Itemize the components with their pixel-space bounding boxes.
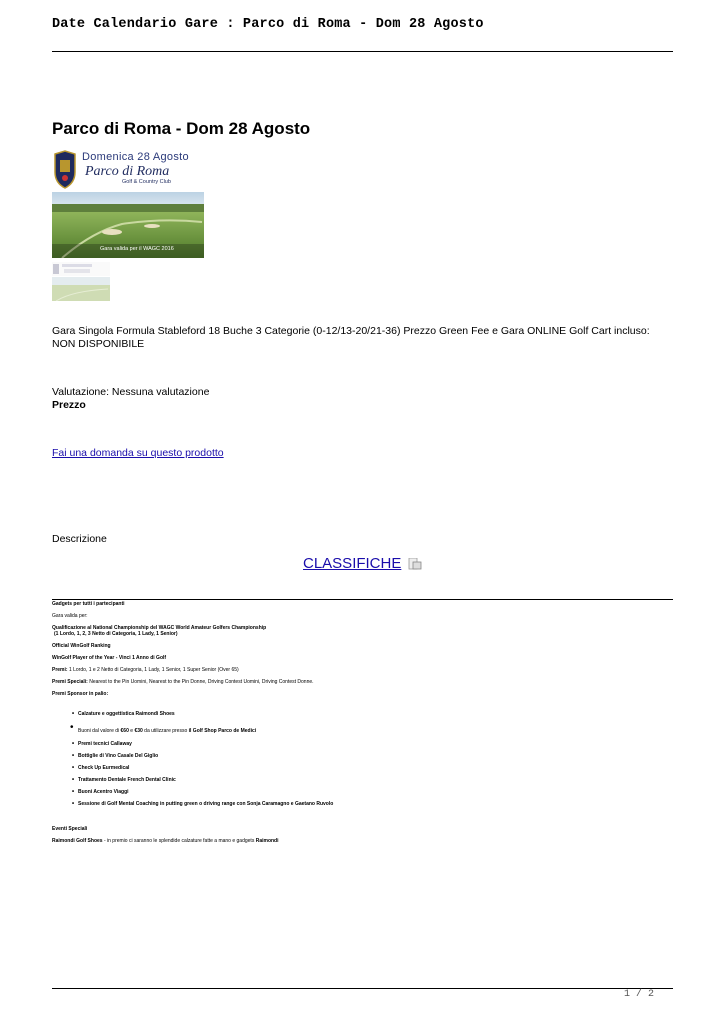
buoni-value-2: €30 [134, 728, 143, 734]
event-banner-image [52, 150, 204, 190]
premi-speciali-label: Premi Speciali: [52, 679, 88, 685]
premi-label: Premi: [52, 667, 68, 673]
buoni-mid: da utilizzare presso [144, 728, 188, 734]
pdf-document-icon [408, 558, 422, 570]
club-crest-icon [52, 150, 78, 190]
banner-club-name: Parco di Roma [85, 164, 170, 179]
page-title: Parco di Roma - Dom 28 Agosto [52, 119, 311, 138]
price-label: Prezzo [52, 399, 86, 411]
premi-speciali-line [52, 679, 314, 685]
classifiche-link-container[interactable] [303, 555, 422, 572]
list-item: • Premi tecnici Callaway [78, 741, 132, 747]
qualification-line-2: (1 Lordo, 1, 2, 3 Netto di Categoria, 1 Lady, 1 Senior) [54, 631, 178, 637]
list-item: • Bottiglie di Vino Casale Del Giglio [78, 753, 158, 759]
list-item: • Buoni Acentro Viaggi [78, 789, 129, 795]
list-item: • Check Up Eurmedical [78, 765, 129, 771]
gadgets-text: Gadgets per tutti i partecipanti [52, 601, 125, 607]
list-item [78, 728, 256, 734]
page-number: 1 / 2 [624, 989, 655, 1000]
photo-caption: Gara valida per il WAGC 2016 [100, 246, 174, 252]
raimondi-line [52, 838, 279, 844]
product-summary: Gara Singola Formula Stableford 18 Buche 3 Categorie (0-12/13-20/21-36) Prezzo Green Fee e Gara ONLINE Golf Cart incluso: NON DISPONIBILE [52, 325, 650, 350]
list-item: • Trattamento Dentale French Dental Clinic [78, 777, 176, 783]
raimondi-label: Raimondi Golf Shoes [52, 838, 103, 844]
banner-date-text: Domenica 28 Agosto [82, 151, 189, 163]
premi-speciali-text: Nearest to the Pin Uomini, Nearest to the Pin Donne, Driving Contest Uomini, Driving Contest Donne. [89, 679, 314, 685]
buoni-pre: Buoni dal valore di [78, 728, 120, 734]
description-label: Descrizione [52, 533, 107, 545]
description-divider [52, 599, 673, 600]
player-of-year-text: WinGolf Player of the Year - Vinci 1 Anno di Golf [52, 655, 167, 661]
footer-divider [52, 988, 673, 989]
banner-club-subtitle: Golf & Country Club [122, 179, 171, 185]
list-item: • Calzature e oggettistica Raimondi Shoes [78, 711, 175, 717]
premi-text: 1 Lordo, 1 e 2 Netto di Categoria, 1 Lady, 1 Senior, 1 Super Senior (Over 65) [68, 667, 239, 673]
raimondi-end: Raimondi [255, 838, 279, 844]
buoni-value-1: €60 [120, 728, 129, 734]
premi-line [52, 667, 239, 673]
header-divider [52, 51, 673, 52]
list-item: • Sessione di Golf Mental Coaching in putting green o driving range con Sonja Caramagno e Gaetano Ruvolo [78, 801, 333, 807]
buoni-and: e [130, 728, 134, 734]
rating-text: Valutazione: Nessuna valutazione [52, 386, 210, 398]
document-header-title: Date Calendario Gare : Parco di Roma - Dom 28 Agosto [52, 17, 484, 32]
classifiche-link[interactable]: CLASSIFICHE [303, 555, 402, 572]
raimondi-text: - in premio ci saranno le splendide calzature fatte a mano e gadgets [103, 838, 255, 844]
buoni-shop: il Golf Shop Parco de Medici [188, 728, 257, 734]
ask-question-link[interactable]: Fai una domanda su questo prodotto [52, 447, 224, 459]
thumbnail-banner-image [52, 262, 110, 276]
eventi-label: Eventi Speciali [52, 826, 88, 832]
sponsor-label: Premi Sponsor in palio: [52, 691, 109, 697]
golf-course-photo [52, 192, 204, 258]
thumbnail-course-photo [52, 277, 110, 301]
valid-for-text: Gara valida per: [52, 613, 88, 619]
qualification-line-1: Qualificazione al National Championship del WAGC World Amateur Golfers Championship [52, 625, 267, 631]
ranking-text: Official WinGolf Ranking [52, 643, 111, 649]
